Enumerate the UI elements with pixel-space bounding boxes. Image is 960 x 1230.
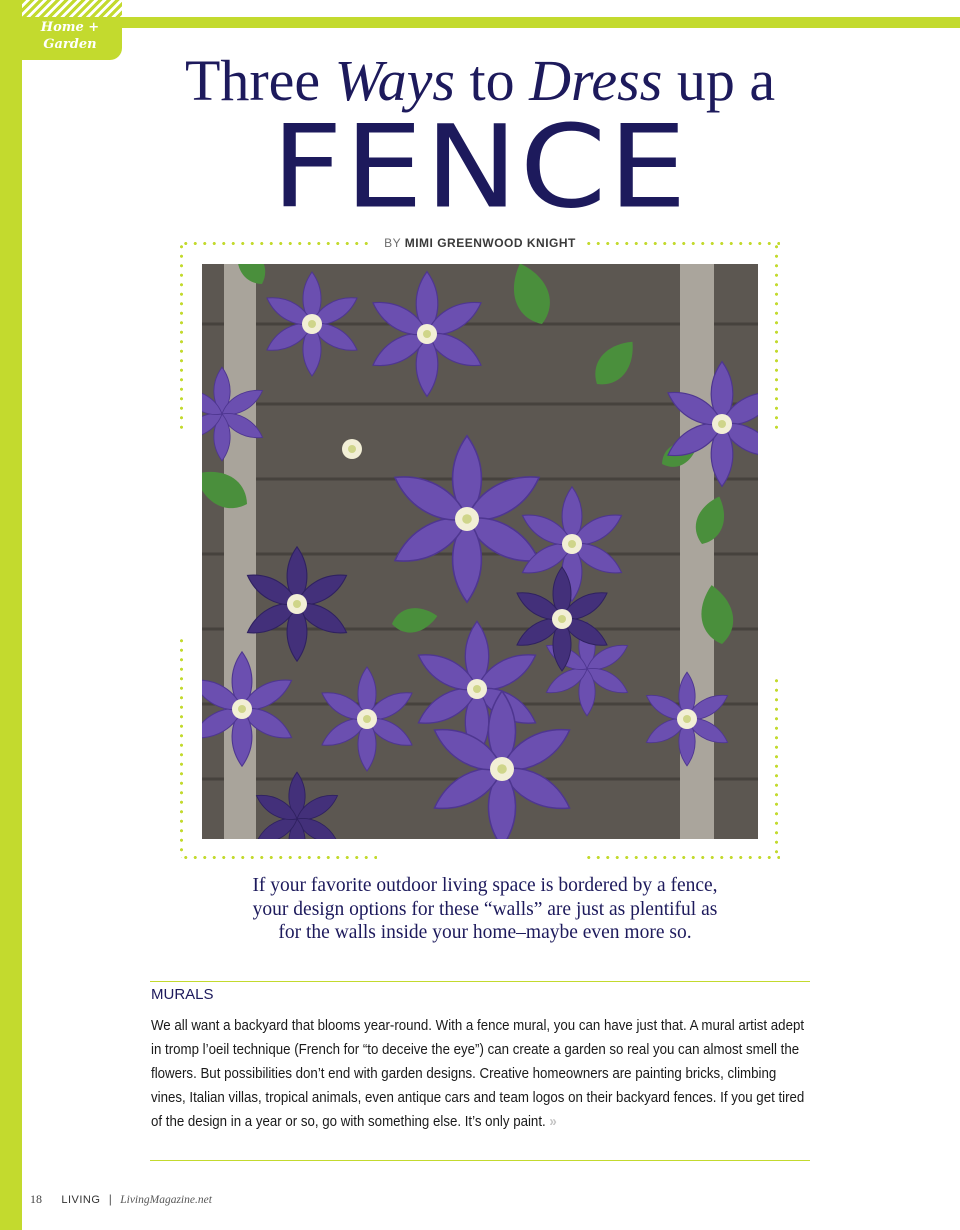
section-rule-bottom [150,1160,810,1161]
headline-word: to [454,48,530,113]
section-body [151,1014,806,1134]
dotted-frame-right-top [775,242,778,432]
top-accent-bar [122,17,960,28]
headline-italic-word: Ways [334,48,455,113]
dotted-frame-top-left [181,242,371,245]
byline-prefix: BY [384,236,405,250]
section-rule-top [150,981,810,982]
headline-fence: FENCE [271,101,689,235]
headline-word: Three [184,48,335,113]
dotted-frame-left-bottom [180,636,183,858]
dotted-frame-right-bottom [775,676,778,858]
section-heading: MURALS [151,986,214,1003]
page-footer [30,1192,212,1207]
continue-arrows-icon: » [549,1114,555,1130]
left-accent-bar [0,0,22,1230]
headline-word: up a [662,48,776,113]
lede: If your favorite outdoor living space is bordered by a fence, your design options for these “walls” are just as plentiful as for the walls inside your home–maybe even more so. [252,875,718,943]
dotted-frame-bottom-right [584,856,780,859]
dotted-frame-bottom-left [181,856,377,859]
dotted-frame-left-top [180,242,183,432]
section-tab-line2: Garden [43,37,97,52]
footer-separator: | [108,1192,112,1206]
striped-accent [22,0,122,17]
headline-italic-word: Dress [529,48,663,113]
section-tab-line1: Home + [40,20,100,35]
byline-author: MIMI GREENWOOD KNIGHT [404,236,576,250]
publication-name: LIVING [61,1194,101,1206]
clematis-fence-photo [202,264,758,839]
website-link[interactable]: LivingMagazine.net [120,1194,212,1206]
page-number: 18 [30,1192,42,1206]
dotted-frame-top-right [584,242,780,245]
section-body-text: We all want a backyard that blooms year-round. With a fence mural, you can have just that. A mural artist adept in tromp l’oeil technique (French for “to deceive the eye”) can create a garden so real you can almost smell the flowers. But possibilities don’t end with garden designs. Creative homeowners are painting bricks, climbing vines, Italian villas, tropical animals, even antique cars and team logos on their backyard fences. If you get tired of the design in a year or so, go with something else. It’s only paint. [151,1018,805,1130]
